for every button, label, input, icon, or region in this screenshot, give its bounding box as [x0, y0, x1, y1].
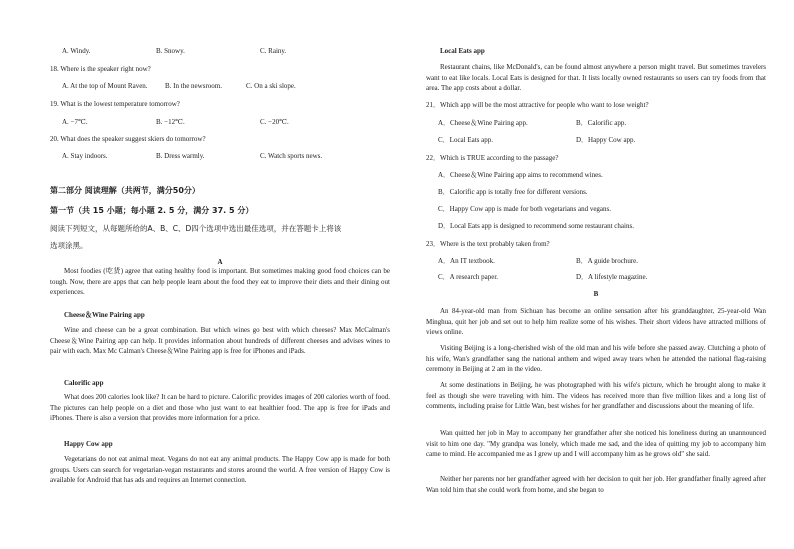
passage-b-para-5: Neither her parents nor her grandfather agreed with her decision to quit her job. Her grandfather finally agreed after Wan told him that she could work from home, and she began to — [426, 475, 766, 494]
passage-b-para-4: Wan quitted her job in May to accompany her grandfather after she noticed his loneliness during an unannounced visit to him one day. "My grandpa was lonely, which made me sad, and the idea of quitting my job to accompany him came to mind. He accompanied me as I grew up and I will accompany him as he grows old" she said. — [426, 429, 766, 458]
q22-option-d: D．Local Eats app is designed to recommend some restaurant chains. — [438, 222, 634, 230]
app4-title: Local Eats app — [440, 47, 485, 55]
q21-option-d: D．Happy Cow app. — [576, 136, 636, 144]
passage-b-label: B — [593, 290, 599, 298]
question-22: 22．Which is TRUE according to the passage? — [426, 154, 559, 162]
q20-option-a: A. Stay indoors. — [62, 152, 108, 160]
q19-option-c: C. −20℃. — [260, 118, 289, 126]
instruction-line-2: 选项涂黑。 — [50, 241, 88, 250]
q21-option-b: B．Calorific app. — [576, 119, 627, 127]
section1-title: 第一节（共 15 小题；每小题 2. 5 分，满分 37. 5 分） — [50, 206, 254, 215]
app2-text: What does 200 calories look like? It can be hard to picture. Calorific provides images of 200 calories worth of food. The pictures can help people on a diet and those who just want to eat healthier food. The app is free for iPads and iPhones. There is also a version that provides more information for a price. — [50, 393, 390, 422]
passage-a-intro: Most foodies (吃货) agree that eating healthy food is important. But sometimes making good food choices can be tough. Now, there are apps that can help people learn about the food they eat to improve their diets and their dining out experiences. — [50, 267, 390, 296]
part2-title: 第二部分 阅读理解（共两节，满分50分） — [50, 186, 200, 195]
app1-text: Wine and cheese can be a great combination. But which wines go best with which cheeses? Max McCalman's Cheese＆Wine Pairing app can help. It provides information about hundreds of different cheeses and advises wines to pair with each. Max Mc Calman's Cheese＆Wine Pairing app is free for iPhones and iPads. — [50, 326, 390, 355]
question-18: 18. Where is the speaker right now? — [50, 65, 151, 73]
q20-option-c: C. Watch sports news. — [260, 152, 323, 160]
q23-option-b: B．A guide brochure. — [576, 257, 639, 265]
q17-option-b: B. Snowy. — [156, 47, 185, 55]
q17-option-a: A. Windy. — [62, 47, 91, 55]
question-23: 23．Where is the text probably taken from? — [426, 240, 550, 248]
passage-b-para-2: Visiting Beijing is a long-cherished wish of the old man and his wife before she passed away. Clutching a photo of his wife, Wan's grandfather sang the national anthem and wiped away tears when he attended the national flag-raising ceremony in Beijing at 2 am in the video. — [426, 344, 766, 373]
q19-option-b: B. −12℃. — [156, 118, 185, 126]
passage-b-para-3: At some destinations in Beijing, he was photographed with his wife's picture, which he brought along to make it feel as though she were traveling with him. The videos has received more than five million likes and a long list of comments, including praise for Little Wan, best wishes for her grandfather and discussions about the meaning of life. — [426, 381, 766, 410]
question-21: 21．Which app will be the most attractive for people who want to lose weight? — [426, 101, 649, 109]
passage-a-label: A — [217, 258, 223, 266]
q23-option-d: D．A lifestyle magazine. — [576, 273, 648, 281]
q23-option-a: A．An IT textbook. — [438, 257, 495, 265]
question-20: 20. What does the speaker suggest skiers do tomorrow? — [50, 135, 206, 143]
q22-option-a: A．Cheese＆Wine Pairing app aims to recommend wines. — [438, 171, 603, 179]
q19-option-a: A. −7℃. — [62, 118, 88, 126]
app1-title: Cheese＆Wine Pairing app — [64, 311, 145, 319]
q22-option-c: C．Happy Cow app is made for both vegetarians and vegans. — [438, 205, 612, 213]
app3-title: Happy Cow app — [64, 440, 113, 448]
question-19: 19. What is the lowest temperature tomorrow? — [50, 100, 180, 108]
q21-option-c: C．Local Eats app. — [438, 136, 494, 144]
instruction-line-1: 阅读下列短文，从每题所给的A、B、C、D四个选项中选出最佳选项，并在答题卡上将该 — [50, 224, 342, 233]
q18-option-a: A. At the top of Mount Raven. — [62, 82, 148, 90]
q20-option-b: B. Dress warmly. — [156, 152, 205, 160]
q18-option-b: B. In the newsroom. — [165, 82, 222, 90]
q17-option-c: C. Rainy. — [260, 47, 287, 55]
app2-title: Calorific app — [64, 379, 104, 387]
q18-option-c: C. On a ski slope. — [246, 82, 296, 90]
q21-option-a: A．Cheese＆Wine Pairing app. — [438, 119, 528, 127]
app3-text: Vegetarians do not eat animal meat. Vegans do not eat any animal products. The Happy Cow app is made for both groups. Users can search for vegetarian-vegan restaurants and stores around the world. A free version of Happy Cow is available for Android that has ads and requires an Internet connection. — [50, 455, 390, 484]
q23-option-c: C．A research paper. — [438, 273, 499, 281]
app4-text: Restaurant chains, like McDonald's, can be found almost anywhere a person might travel. But sometimes travelers want to eat like locals. Local Eats is designed for that. It lists locally owned restaurants so users can try foods from that area. The app costs about a dollar. — [426, 63, 766, 92]
passage-b-para-1: An 84-year-old man from Sichuan has become an online sensation after his granddaughter, 25-year-old Wan Minghua, quit her job and set out to help him realize some of his wishes. Their short videos have attracted millions of views online. — [426, 307, 766, 336]
q22-option-b: B．Calorific app is totally free for different versions. — [438, 188, 588, 196]
